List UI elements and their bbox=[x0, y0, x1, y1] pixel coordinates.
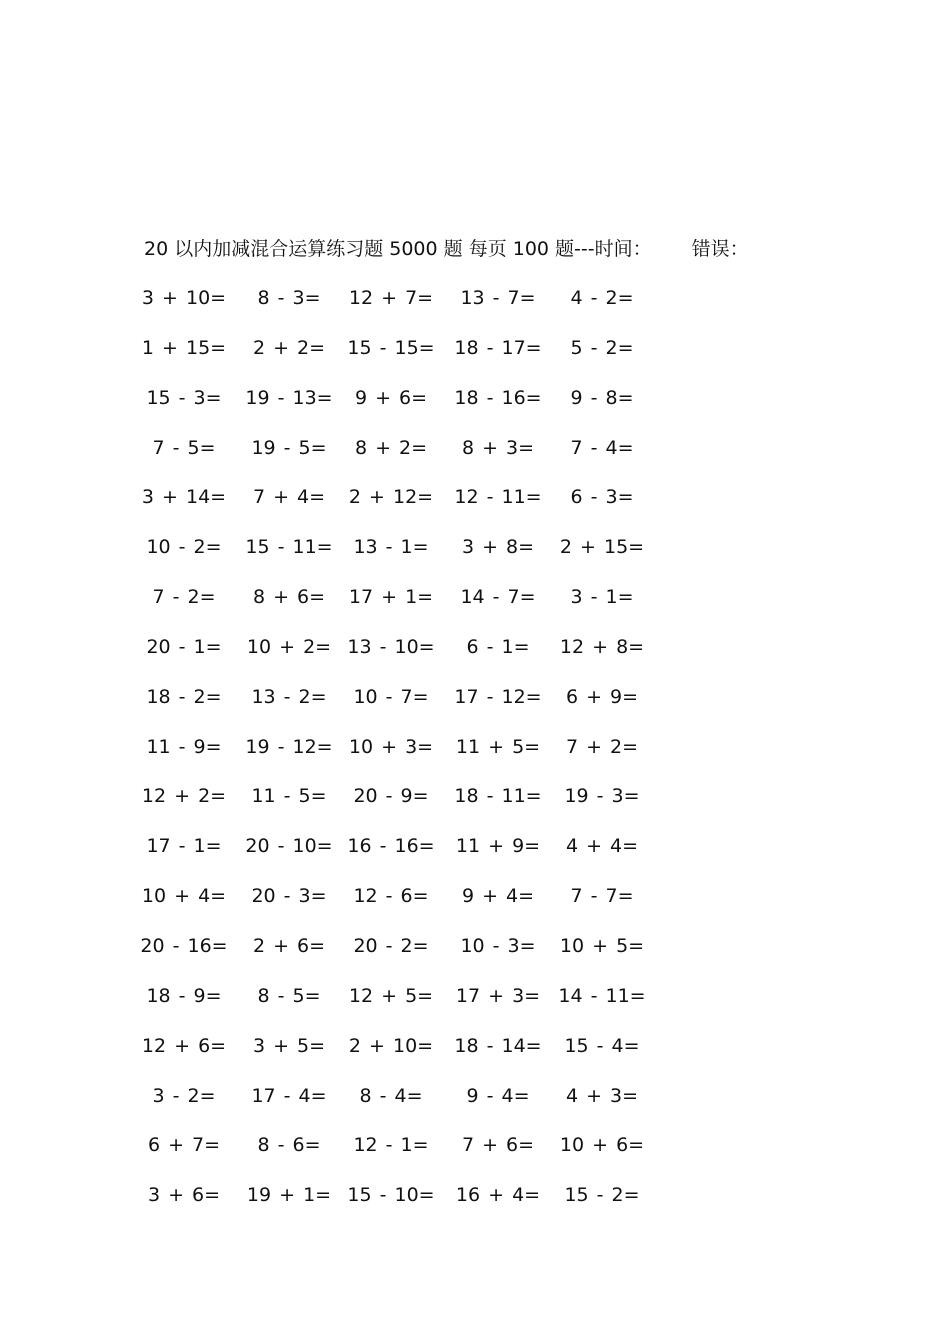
problem-cell: 10 + 5= bbox=[559, 934, 645, 957]
problem-cell: 8 + 2= bbox=[354, 436, 428, 459]
problem-cell: 3 - 2= bbox=[152, 1084, 216, 1107]
problem-cell: 17 - 4= bbox=[251, 1084, 327, 1107]
problem-row bbox=[0, 1132, 950, 1182]
problem-cell: 17 + 1= bbox=[348, 586, 434, 609]
problem-cell: 13 - 10= bbox=[347, 635, 435, 658]
problem-cell: 7 - 2= bbox=[152, 586, 216, 609]
problem-cell: 7 + 4= bbox=[252, 486, 326, 509]
problem-cell: 13 - 2= bbox=[251, 685, 327, 708]
problem-row bbox=[0, 634, 950, 684]
problem-cell: 12 - 1= bbox=[353, 1134, 429, 1157]
problem-row bbox=[0, 435, 950, 485]
problem-cell: 19 + 1= bbox=[246, 1184, 332, 1207]
problem-cell: 6 + 9= bbox=[565, 685, 639, 708]
problem-row bbox=[0, 584, 950, 634]
problem-cell: 18 - 14= bbox=[454, 1034, 542, 1057]
problem-cell: 19 - 3= bbox=[564, 785, 640, 808]
problem-cell: 13 - 7= bbox=[460, 287, 536, 309]
problem-cell: 7 + 2= bbox=[565, 735, 639, 758]
problem-row bbox=[0, 783, 950, 833]
problem-cell: 5 - 2= bbox=[570, 336, 634, 359]
problem-cell: 8 + 6= bbox=[252, 586, 326, 609]
problem-cell: 20 - 2= bbox=[353, 934, 429, 957]
problem-cell: 11 - 5= bbox=[251, 785, 327, 808]
problem-cell: 17 - 12= bbox=[454, 685, 542, 708]
problem-cell: 19 - 13= bbox=[245, 386, 333, 409]
problem-grid bbox=[0, 285, 950, 1232]
errors-label: 错误： bbox=[691, 238, 749, 260]
problem-cell: 6 - 3= bbox=[570, 486, 634, 509]
problem-row bbox=[0, 734, 950, 784]
problem-cell: 20 - 16= bbox=[140, 934, 228, 957]
problem-row bbox=[0, 335, 950, 385]
problem-cell: 7 + 6= bbox=[461, 1134, 535, 1157]
problem-cell: 1 + 15= bbox=[141, 336, 227, 359]
problem-row bbox=[0, 385, 950, 435]
problem-cell: 12 - 6= bbox=[353, 885, 429, 908]
problem-cell: 4 - 2= bbox=[570, 287, 634, 309]
problem-cell: 3 + 8= bbox=[461, 536, 535, 559]
problem-cell: 20 - 9= bbox=[353, 785, 429, 808]
problem-cell: 7 - 7= bbox=[570, 885, 634, 908]
problem-row bbox=[0, 983, 950, 1033]
problem-row bbox=[0, 1083, 950, 1133]
problem-cell: 11 + 5= bbox=[455, 735, 541, 758]
problem-row bbox=[0, 484, 950, 534]
problem-cell: 6 + 7= bbox=[147, 1134, 221, 1157]
problem-cell: 9 + 6= bbox=[354, 386, 428, 409]
title-text: 20 以内加减混合运算练习题 5000 题 每页 100 题---时间： bbox=[144, 238, 652, 260]
problem-cell: 12 + 2= bbox=[141, 785, 227, 808]
problem-row bbox=[0, 285, 950, 335]
problem-row bbox=[0, 1033, 950, 1083]
problem-cell: 10 + 3= bbox=[348, 735, 434, 758]
problem-cell: 15 - 10= bbox=[347, 1184, 435, 1207]
problem-cell: 2 + 10= bbox=[348, 1034, 434, 1057]
problem-row bbox=[0, 883, 950, 933]
problem-cell: 16 + 4= bbox=[455, 1184, 541, 1207]
problem-cell: 10 - 7= bbox=[353, 685, 429, 708]
problem-cell: 15 - 11= bbox=[245, 536, 333, 559]
problem-cell: 12 - 11= bbox=[454, 486, 542, 509]
problem-cell: 9 - 8= bbox=[570, 386, 634, 409]
problem-cell: 10 - 2= bbox=[146, 536, 222, 559]
problem-cell: 15 - 2= bbox=[564, 1184, 640, 1207]
problem-cell: 2 + 2= bbox=[252, 336, 326, 359]
problem-cell: 3 - 1= bbox=[570, 586, 634, 609]
problem-cell: 14 - 7= bbox=[460, 586, 536, 609]
problem-cell: 18 - 11= bbox=[454, 785, 542, 808]
problem-row bbox=[0, 933, 950, 983]
problem-row bbox=[0, 684, 950, 734]
problem-cell: 3 + 10= bbox=[141, 287, 227, 309]
problem-cell: 20 - 10= bbox=[245, 835, 333, 858]
problem-cell: 16 - 16= bbox=[347, 835, 435, 858]
problem-cell: 11 + 9= bbox=[455, 835, 541, 858]
problem-cell: 4 + 3= bbox=[565, 1084, 639, 1107]
problem-cell: 8 - 6= bbox=[257, 1134, 321, 1157]
problem-cell: 18 - 2= bbox=[146, 685, 222, 708]
problem-cell: 13 - 1= bbox=[353, 536, 429, 559]
problem-cell: 2 + 15= bbox=[559, 536, 645, 559]
problem-cell: 15 - 4= bbox=[564, 1034, 640, 1057]
problem-cell: 11 - 9= bbox=[146, 735, 222, 758]
problem-cell: 6 - 1= bbox=[466, 635, 530, 658]
problem-cell: 3 + 5= bbox=[252, 1034, 326, 1057]
problem-cell: 19 - 5= bbox=[251, 436, 327, 459]
problem-cell: 12 + 7= bbox=[348, 287, 434, 309]
problem-cell: 18 - 9= bbox=[146, 984, 222, 1007]
problem-cell: 12 + 6= bbox=[141, 1034, 227, 1057]
problem-cell: 2 + 6= bbox=[252, 934, 326, 957]
problem-cell: 8 - 4= bbox=[359, 1084, 423, 1107]
problem-cell: 4 + 4= bbox=[565, 835, 639, 858]
problem-cell: 3 + 14= bbox=[141, 486, 227, 509]
problem-cell: 8 - 5= bbox=[257, 984, 321, 1007]
problem-cell: 17 + 3= bbox=[455, 984, 541, 1007]
problem-cell: 7 - 5= bbox=[152, 436, 216, 459]
problem-cell: 7 - 4= bbox=[570, 436, 634, 459]
problem-cell: 15 - 15= bbox=[347, 336, 435, 359]
problem-cell: 18 - 16= bbox=[454, 386, 542, 409]
problem-cell: 19 - 12= bbox=[245, 735, 333, 758]
problem-cell: 9 - 4= bbox=[466, 1084, 530, 1107]
problem-cell: 20 - 1= bbox=[146, 635, 222, 658]
problem-cell: 8 + 3= bbox=[461, 436, 535, 459]
problem-cell: 15 - 3= bbox=[146, 386, 222, 409]
problem-cell: 9 + 4= bbox=[461, 885, 535, 908]
problem-cell: 10 + 6= bbox=[559, 1134, 645, 1157]
problem-cell: 20 - 3= bbox=[251, 885, 327, 908]
problem-cell: 3 + 6= bbox=[147, 1184, 221, 1207]
problem-cell: 14 - 11= bbox=[558, 984, 646, 1007]
problem-cell: 12 + 8= bbox=[559, 635, 645, 658]
problem-cell: 12 + 5= bbox=[348, 984, 434, 1007]
problem-cell: 17 - 1= bbox=[146, 835, 222, 858]
problem-row bbox=[0, 534, 950, 584]
problem-row bbox=[0, 1182, 950, 1232]
problem-cell: 10 - 3= bbox=[460, 934, 536, 957]
problem-cell: 10 + 4= bbox=[141, 885, 227, 908]
problem-row bbox=[0, 833, 950, 883]
problem-cell: 8 - 3= bbox=[257, 287, 321, 309]
problem-cell: 2 + 12= bbox=[348, 486, 434, 509]
problem-cell: 10 + 2= bbox=[246, 635, 332, 658]
problem-cell: 18 - 17= bbox=[454, 336, 542, 359]
worksheet-title bbox=[144, 236, 749, 262]
